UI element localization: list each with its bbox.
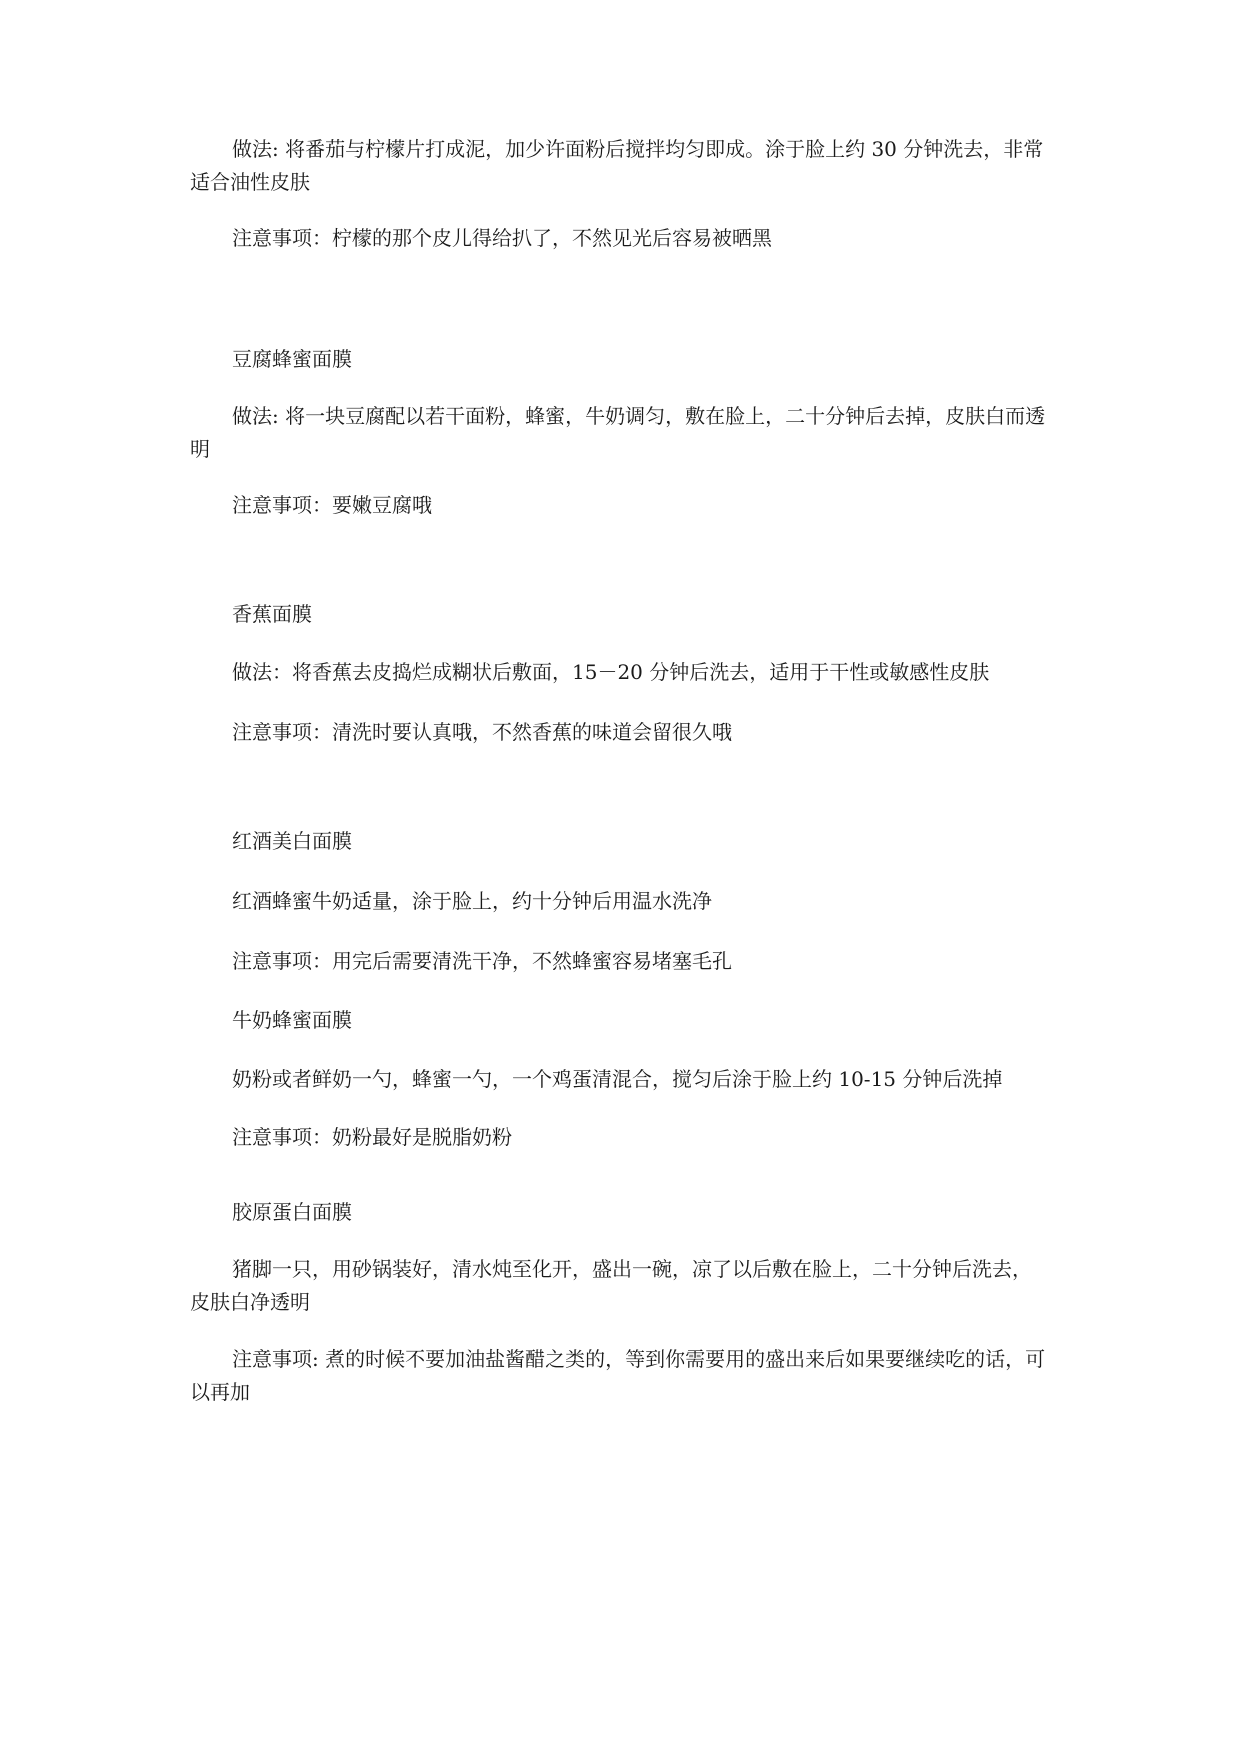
method-banana: 做法：将香蕉去皮捣烂成糊状后敷面，15－20 分钟后洗去，适用于干性或敏感性皮肤 <box>232 660 990 684</box>
note-red-wine: 注意事项：用完后需要清洗干净，不然蜂蜜容易堵塞毛孔 <box>232 949 732 973</box>
heading-red-wine-mask: 红酒美白面膜 <box>232 829 352 853</box>
method-collagen: 猪脚一只，用砂锅装好，清水炖至化开，盛出一碗，凉了以后敷在脸上，二十分钟后洗去，皮肤白净透明 <box>190 1257 1032 1314</box>
note-collagen: 注意事项: 煮的时候不要加油盐酱醋之类的，等到你需要用的盛出来后如果要继续吃的话，可以再加 <box>190 1347 1046 1404</box>
note-tomato-lemon: 注意事项：柠檬的那个皮儿得给扒了，不然见光后容易被晒黑 <box>232 226 772 250</box>
note-banana: 注意事项：清洗时要认真哦，不然香蕉的味道会留很久哦 <box>232 720 732 744</box>
heading-banana-mask: 香蕉面膜 <box>232 602 312 626</box>
method-tofu-honey: 做法: 将一块豆腐配以若干面粉，蜂蜜，牛奶调匀，敷在脸上，二十分钟后去掉，皮肤白而透明 <box>190 404 1046 461</box>
method-red-wine: 红酒蜂蜜牛奶适量，涂于脸上，约十分钟后用温水洗净 <box>232 889 712 913</box>
method-tomato-lemon: 做法: 将番茄与柠檬片打成泥，加少许面粉后搅拌均匀即成。涂于脸上约 30 分钟洗去，非常适合油性皮肤 <box>190 137 1044 194</box>
note-milk-honey: 注意事项：奶粉最好是脱脂奶粉 <box>232 1125 512 1149</box>
heading-tofu-honey-mask: 豆腐蜂蜜面膜 <box>232 347 352 371</box>
note-tofu-honey: 注意事项：要嫩豆腐哦 <box>232 493 432 517</box>
heading-milk-honey-mask: 牛奶蜂蜜面膜 <box>232 1008 352 1032</box>
heading-collagen-mask: 胶原蛋白面膜 <box>232 1200 352 1224</box>
method-milk-honey: 奶粉或者鲜奶一勺，蜂蜜一勺，一个鸡蛋清混合，搅匀后涂于脸上约 10-15 分钟后洗掉 <box>232 1067 1003 1091</box>
